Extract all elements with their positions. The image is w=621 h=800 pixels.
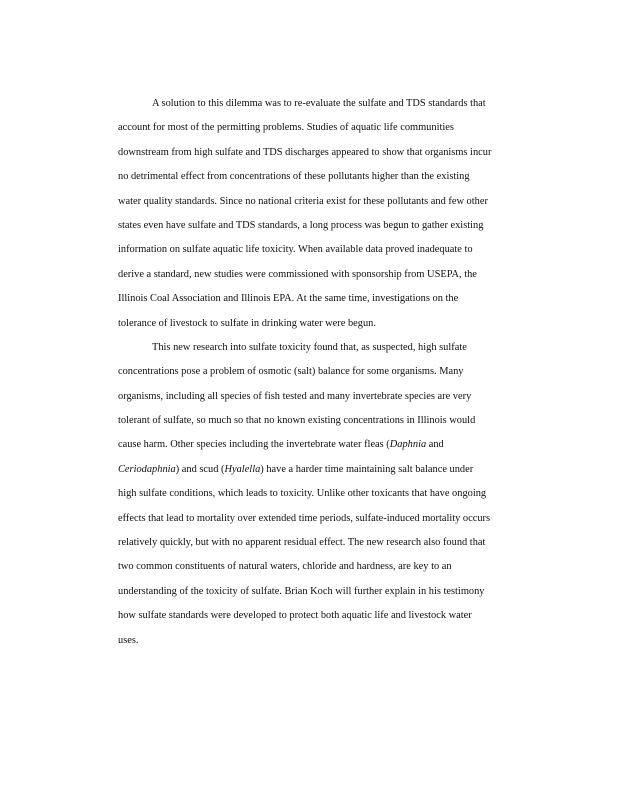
text-line: uses. — [118, 634, 139, 646]
text-line — [118, 433, 518, 457]
text-segment: ) and scud ( — [175, 463, 225, 475]
text-line: organisms, including all species of fish tested and many invertebrate species are very — [118, 390, 472, 402]
text-segment: and — [426, 439, 444, 451]
text-line: relatively quickly, but with no apparent residual effect. The new research also found that — [118, 537, 486, 549]
text-line: understanding of the toxicity of sulfate. Brian Koch will further explain in his testimony — [118, 585, 485, 597]
species-name-ceriodaphnia: Ceriodaphnia — [118, 463, 176, 475]
text-line: two common constituents of natural waters, chloride and hardness, are key to an — [118, 561, 452, 573]
text-line: water quality standards. Since no national criteria exist for these pollutants and few other — [118, 195, 488, 207]
paragraph-2 — [118, 336, 518, 653]
text-line: effects that lead to mortality over extended time periods, sulfate-induced mortality occurs — [118, 512, 491, 524]
text-line: tolerant of sulfate, so much so that no known existing concentrations in Illinois would — [118, 415, 476, 427]
text-segment: cause harm. Other species including the invertebrate water fleas ( — [118, 439, 390, 451]
text-line: tolerance of livestock to sulfate in drinking water were begun. — [118, 317, 376, 329]
text-line: states even have sulfate and TDS standards, a long process was begun to gather existing — [118, 219, 484, 231]
text-segment: ) have a harder time maintaining salt balance under — [260, 463, 474, 475]
text-line: concentrations pose a problem of osmotic (salt) balance for some organisms. Many — [118, 366, 464, 378]
text-line: high sulfate conditions, which leads to toxicity. Unlike other toxicants that have ongoing — [118, 488, 487, 500]
species-name-hyalella: Hyalella — [224, 463, 261, 475]
text-line: derive a standard, new studies were commissioned with sponsorship from USEPA, the — [118, 268, 477, 280]
text-line: A solution to this dilemma was to re-evaluate the sulfate and TDS standards that — [152, 98, 486, 109]
text-line: This new research into sulfate toxicity found that, as suspected, high sulfate — [152, 341, 467, 353]
paragraph-1 — [118, 92, 518, 336]
text-line: downstream from high sulfate and TDS discharges appeared to show that organisms incur — [118, 146, 492, 158]
species-name-daphnia: Daphnia — [389, 439, 427, 451]
text-line — [118, 458, 518, 482]
text-line: no detrimental effect from concentrations of these pollutants higher than the existing — [118, 171, 470, 183]
text-line: account for most of the permitting problems. Studies of aquatic life communities — [118, 122, 454, 134]
document-body — [118, 92, 518, 653]
text-line: Illinois Coal Association and Illinois EPA. At the same time, investigations on the — [118, 293, 459, 305]
text-line: information on sulfate aquatic life toxicity. When available data proved inadequate to — [118, 244, 473, 256]
text-line: how sulfate standards were developed to protect both aquatic life and livestock water — [118, 610, 472, 622]
